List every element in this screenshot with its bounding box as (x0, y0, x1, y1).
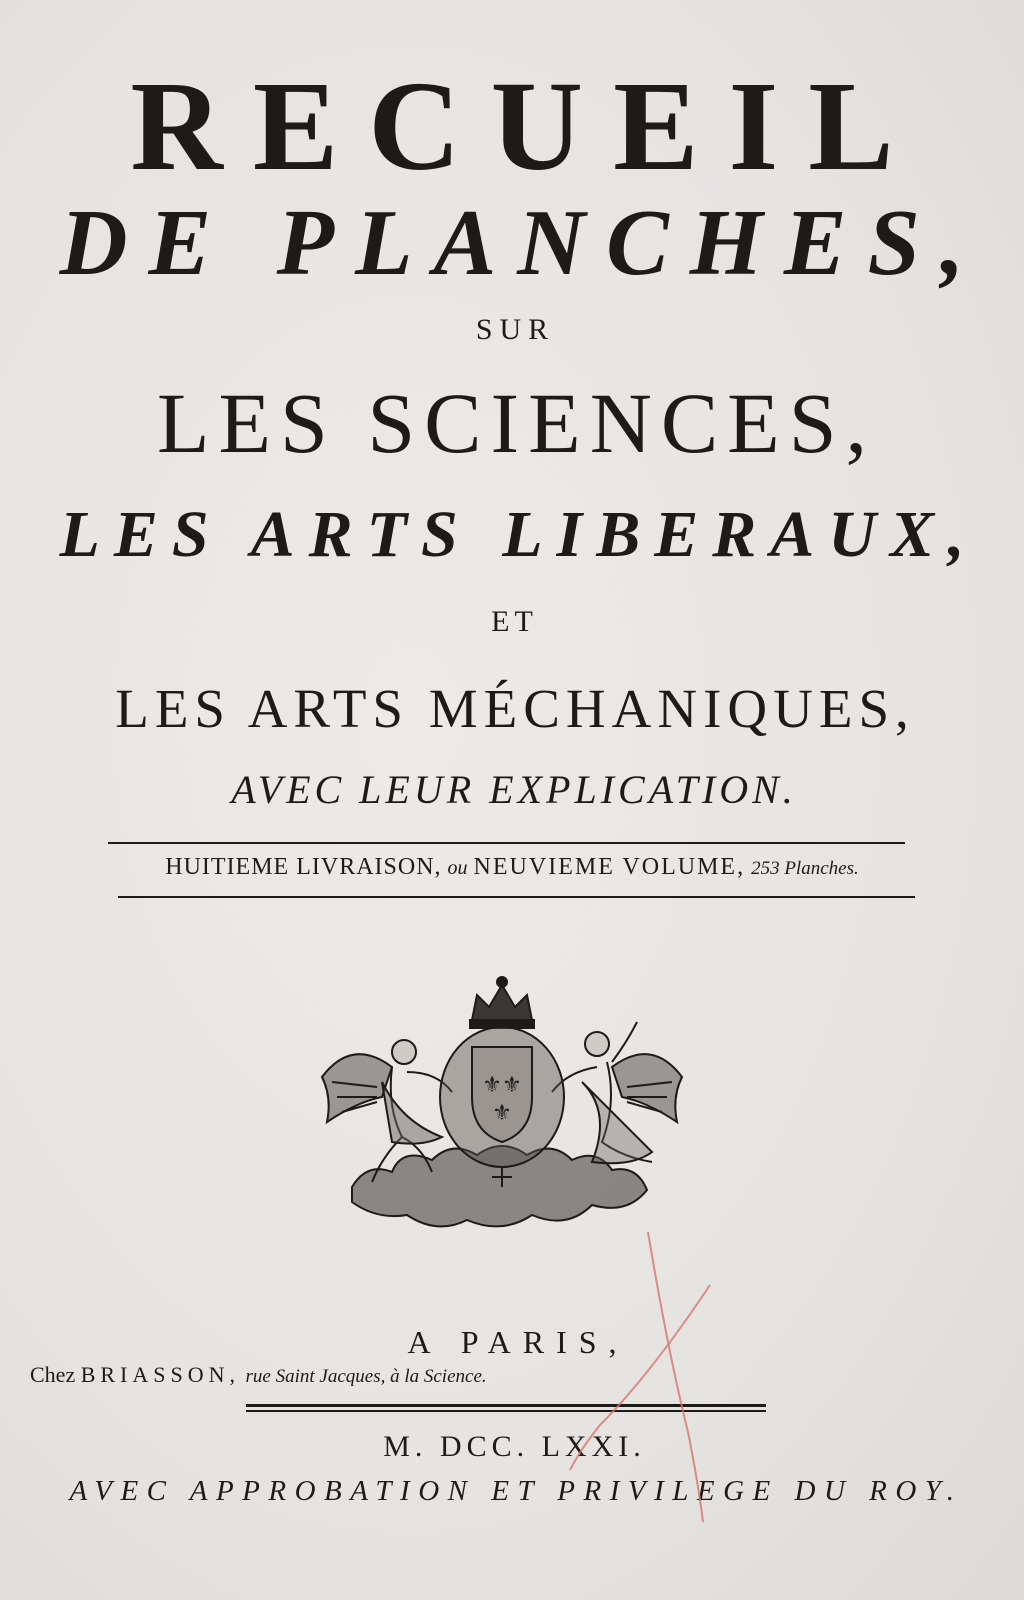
title-et: ET (491, 605, 538, 638)
bottom-rule (118, 896, 915, 898)
volume-ou: ou (447, 857, 468, 879)
imprint-chez: Chez (30, 1362, 76, 1387)
title-arts-liberaux: LES ARTS LIBERAUX, (59, 498, 979, 571)
coat-of-arms-icon (312, 972, 692, 1232)
title-avec-explication: AVEC LEUR EXPLICATION. (231, 767, 797, 812)
imprint-city: A PARIS, (407, 1324, 629, 1360)
title-arts-mechaniques: LES ARTS MÉCHANIQUES, (115, 678, 915, 739)
volume-line (0, 855, 1024, 879)
top-rule (108, 842, 905, 844)
imprint-address: rue Saint Jacques, à la Science. (245, 1366, 487, 1387)
title-les-sciences: LES SCIENCES, (156, 375, 877, 471)
imprint-privilege: AVEC APPROBATION ET PRIVILEGE DU ROY. (69, 1475, 963, 1507)
double-rule-top (246, 1404, 766, 1407)
title-recueil: RECUEIL (130, 55, 924, 197)
double-rule-bottom (246, 1410, 766, 1412)
imprint-publisher: BRIASSON, (80, 1362, 241, 1387)
title-de-planches: DE PLANCHES, (59, 191, 986, 295)
volume-neuvieme: NEUVIEME VOLUME, (473, 854, 746, 880)
imprint-year: M. DCC. LXXI. (383, 1430, 646, 1463)
title-sur: SUR (475, 313, 556, 346)
svg-text:⚜⚜: ⚜⚜ (482, 1072, 522, 1097)
imprint-publisher-line (30, 1364, 487, 1386)
volume-plates: 253 Planches. (751, 858, 859, 879)
volume-livraison: HUITIEME LIVRAISON, (165, 854, 442, 880)
svg-text:⚜: ⚜ (492, 1100, 512, 1125)
